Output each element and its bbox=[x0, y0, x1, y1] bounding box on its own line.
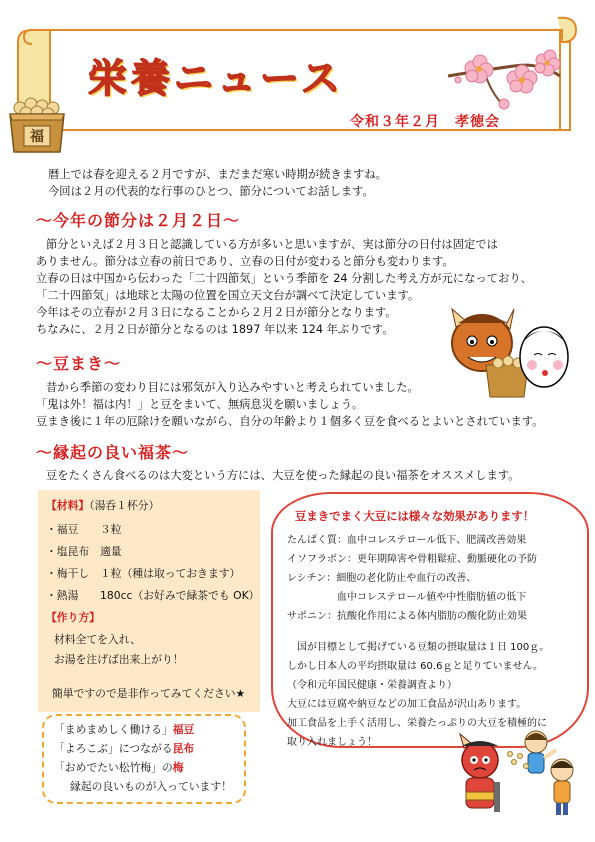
method-heading: 【作り方】 bbox=[46, 611, 100, 624]
ingredient-item: ・塩昆布 適量 bbox=[46, 545, 122, 558]
section1-line: 立春の日は中国から伝わった「二十四節気」という季節を 24 分割した考え方が元になっており、 bbox=[36, 272, 532, 285]
ingredients-heading: 【材料】 bbox=[46, 499, 90, 512]
ingredient-item: ・福豆 ３粒 bbox=[46, 523, 122, 536]
lucky-line-text: 「まめまめしく働ける」 bbox=[54, 723, 173, 736]
effect-item: サポニン：抗酸化作用による体内脂肪の酸化防止効果 bbox=[287, 611, 527, 622]
section-heading-setsubun-date: ～今年の節分は２月２日～ bbox=[36, 211, 241, 230]
effects-title: 豆まきでまく大豆には様々な効果があります！ bbox=[295, 509, 535, 523]
newsletter-title: 栄養ニュース bbox=[88, 57, 345, 102]
plum-blossom-decoration bbox=[444, 46, 564, 116]
lucky-ingredients-box bbox=[42, 714, 246, 804]
intro-line-1: 暦上では春を迎える２月ですが、まだまだ寒い時期が続きますね。 bbox=[48, 168, 387, 181]
lucky-line-text: 「よろこぶ」につながる bbox=[54, 742, 173, 755]
lucky-item-ume: 梅 bbox=[172, 761, 184, 774]
intake-note: 加工食品を上手く活用し、栄養たっぷりの大豆を積極的に bbox=[287, 718, 547, 729]
ingredients-heading-row bbox=[46, 498, 159, 513]
ingredient-item: ・熱湯 180cc（お好みで緑茶でも OK） bbox=[46, 589, 260, 602]
intake-note: 取り入れましょう！ bbox=[287, 737, 377, 748]
intro-line-2: 今回は２月の代表的な行事のひとつ、節分についてお話します。 bbox=[48, 185, 374, 198]
section1-line: 節分といえば２月３日と認識している方が多いと思いますが、実は節分の日付は固定では bbox=[46, 238, 498, 251]
lucky-item-konbu: 昆布 bbox=[172, 742, 195, 755]
section3-line: 豆をたくさん食べるのは大変という方には、大豆を使った縁起の良い福茶をオススメします。 bbox=[46, 469, 520, 482]
intake-note: 国が目標として掲げている豆類の摂取量は１日 100ｇ。 bbox=[297, 642, 550, 653]
recipe-box bbox=[38, 490, 260, 712]
section1-line: ちなみに、２月２日が節分となるのは 1897 年以来 124 年ぶりです。 bbox=[36, 323, 394, 336]
masu-beans-illustration bbox=[6, 94, 68, 156]
lucky-line-konbu bbox=[54, 741, 194, 756]
soybean-effects-bubble bbox=[271, 492, 589, 748]
section-heading-fukucha: ～縁起の良い福茶～ bbox=[36, 443, 190, 462]
section1-line: ありません。節分は立春の前日であり、立春の日付が変わると節分も変わります。 bbox=[36, 255, 454, 268]
kids-and-oni-illustration bbox=[452, 722, 588, 822]
child-icon bbox=[551, 759, 573, 815]
effect-item: イソフラボン：更年期障害や骨粗鬆症、動脈硬化の予防 bbox=[287, 554, 537, 565]
section2-line: 「鬼は外！福は内！」と豆をまいて、無病息災を願いましょう。 bbox=[36, 398, 364, 411]
masu-fuku-label: 福 bbox=[30, 129, 44, 145]
method-step: 材料全てを入れ、 bbox=[54, 633, 142, 646]
lucky-line-text: 「おめでたい松竹梅」の bbox=[54, 761, 173, 774]
thrown-beans-icon bbox=[508, 752, 529, 769]
intake-note: 大豆には豆腐や納豆などの加工食品が沢山あります。 bbox=[287, 699, 527, 710]
intake-note: しかし日本人の平均摂取量は 60.6ｇと足りていません。 bbox=[287, 661, 544, 672]
ingredient-item: ・梅干し １粒（種は取っておきます） bbox=[46, 567, 241, 580]
serving-size: （湯呑１杯分） bbox=[89, 499, 160, 512]
section2-line: 豆まき後に１年の厄除けを願いながら、自分の年齢より１個多く豆を食べるとよいとされています。 bbox=[36, 415, 544, 428]
effect-item: レシチン：細胞の老化防止や血行の改善、 bbox=[287, 573, 477, 584]
recipe-closing-note: 簡単ですので是非作ってみてください★ bbox=[52, 687, 246, 700]
section-heading-mamemaki: ～豆まき～ bbox=[36, 354, 122, 373]
lucky-line-fukumame bbox=[54, 722, 194, 737]
oni-otafuku-illustration bbox=[448, 305, 573, 400]
effect-item: 血中コレステロール値や中性脂肪値の低下 bbox=[287, 592, 527, 603]
intake-source: （令和元年国民健康・栄養調査より） bbox=[287, 680, 457, 691]
section1-line: 「二十四節気」は地球と太陽の位置を国立天文台が調べて決定しています。 bbox=[36, 289, 420, 302]
lucky-item-fukumame: 福豆 bbox=[172, 723, 195, 736]
otafuku-mask-icon bbox=[520, 327, 568, 387]
method-step: お湯を注げば出来上がり！ bbox=[54, 653, 184, 666]
section2-line: 昔から季節の変わり目には邪気が入り込みやすいと考えられていました。 bbox=[46, 381, 419, 394]
lucky-summary: 縁起の良いものが入っています！ bbox=[70, 780, 232, 793]
red-oni-icon bbox=[460, 734, 500, 812]
section1-line: 今年はその立春が２月３日になることから２月２日が節分となります。 bbox=[36, 306, 397, 319]
lucky-line-ume bbox=[54, 760, 184, 775]
issue-date-organization: 令和３年２月 孝徳会 bbox=[350, 114, 500, 130]
effect-item: たんぱく質：血中コレステロール低下、肥満改善効果 bbox=[287, 535, 527, 546]
